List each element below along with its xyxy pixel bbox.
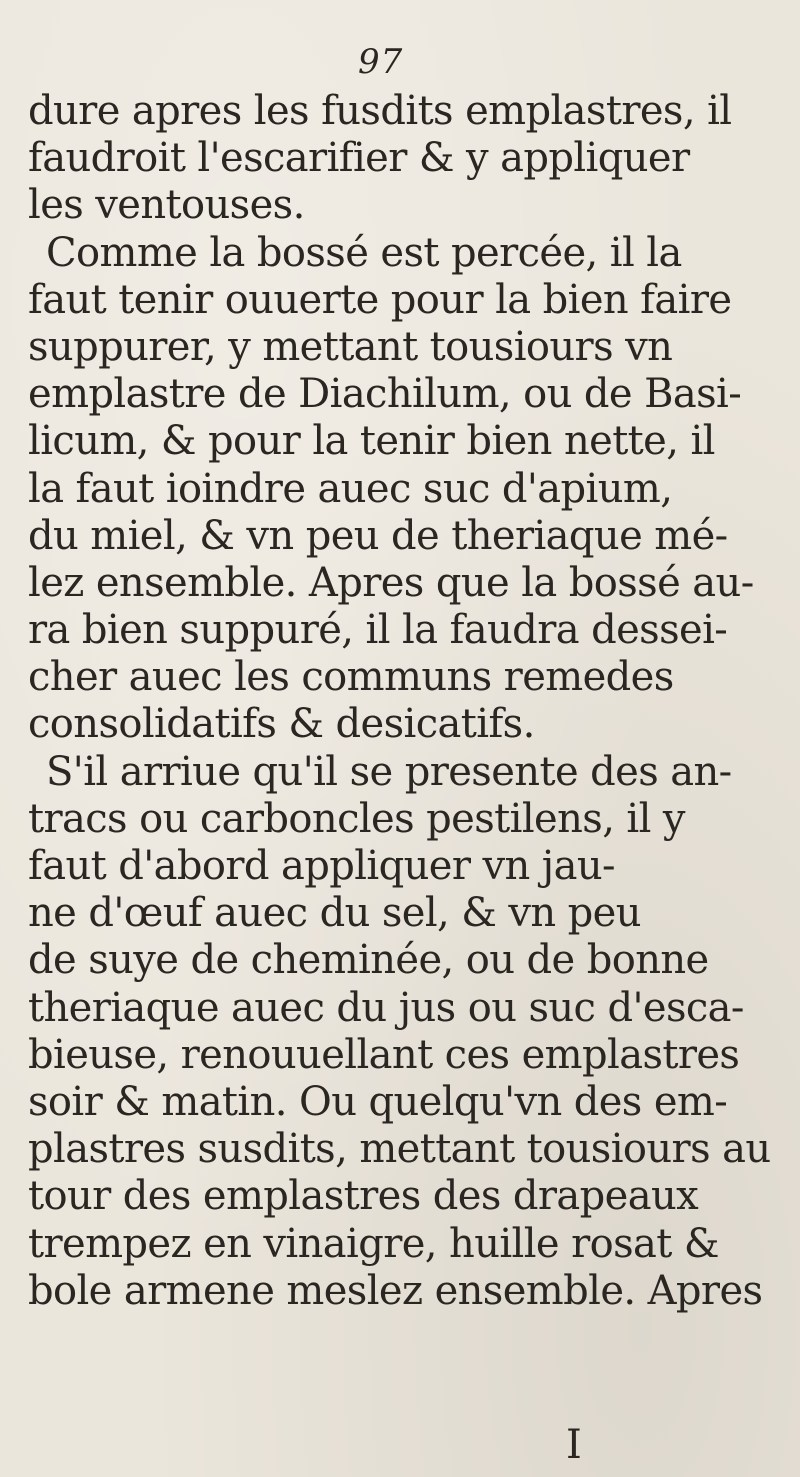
text-line: theriaque auec du jus ou suc d'esca- (28, 984, 744, 1031)
text-line: dure apres les fusdits emplastres, il (28, 88, 732, 134)
text-line: les ventouses. (28, 182, 305, 229)
text-line: emplastre de Diachilum, ou de Basi- (28, 371, 742, 418)
text-line: tour des emplastres des drapeaux (28, 1173, 699, 1220)
text-line: ne d'œuf auec du sel, & vn peu (28, 890, 641, 937)
text-line: soir & matin. Ou quelqu'vn des em- (28, 1078, 728, 1125)
text-line: lez ensemble. Apres que la bossé au- (28, 559, 754, 606)
text-line: du miel, & vn peu de theriaque mé- (28, 512, 728, 559)
paragraph-start-line: Comme la bossé est percée, il la (46, 229, 682, 276)
text-line: faudroit l'escarifier & y appliquer (28, 135, 690, 182)
text-line: faut tenir ouuerte pour la bien faire (28, 276, 732, 323)
text-line: plastres susdits, mettant tousiours au (28, 1126, 771, 1173)
text-line: trempez en vinaigre, huille rosat & (28, 1220, 719, 1267)
text-line: licum, & pour la tenir bien nette, il (28, 418, 715, 465)
text-line: la faut ioindre auec suc d'apium, (28, 465, 673, 512)
page-number: 97 (358, 42, 404, 82)
text-line: de suye de cheminée, ou de bonne (28, 937, 709, 984)
text-line: consolidatifs & desicatifs. (28, 701, 535, 748)
text-line: bieuse, renouuellant ces emplastres (28, 1031, 740, 1078)
paragraph-start-line: S'il arriue qu'il se presente des an- (46, 748, 732, 795)
body-text (28, 88, 778, 1315)
text-line: cher auec les communs remedes (28, 654, 674, 701)
text-line: suppurer, y mettant tousiours vn (28, 323, 673, 370)
text-line: ra bien suppuré, il la faudra dessei- (28, 607, 728, 654)
text-line: faut d'abord appliquer vn jau- (28, 843, 615, 889)
signature-mark: I (566, 1422, 582, 1468)
text-line: tracs ou carboncles pestilens, il y (28, 795, 685, 842)
text-line: bole armene meslez ensemble. Apres (28, 1267, 763, 1314)
